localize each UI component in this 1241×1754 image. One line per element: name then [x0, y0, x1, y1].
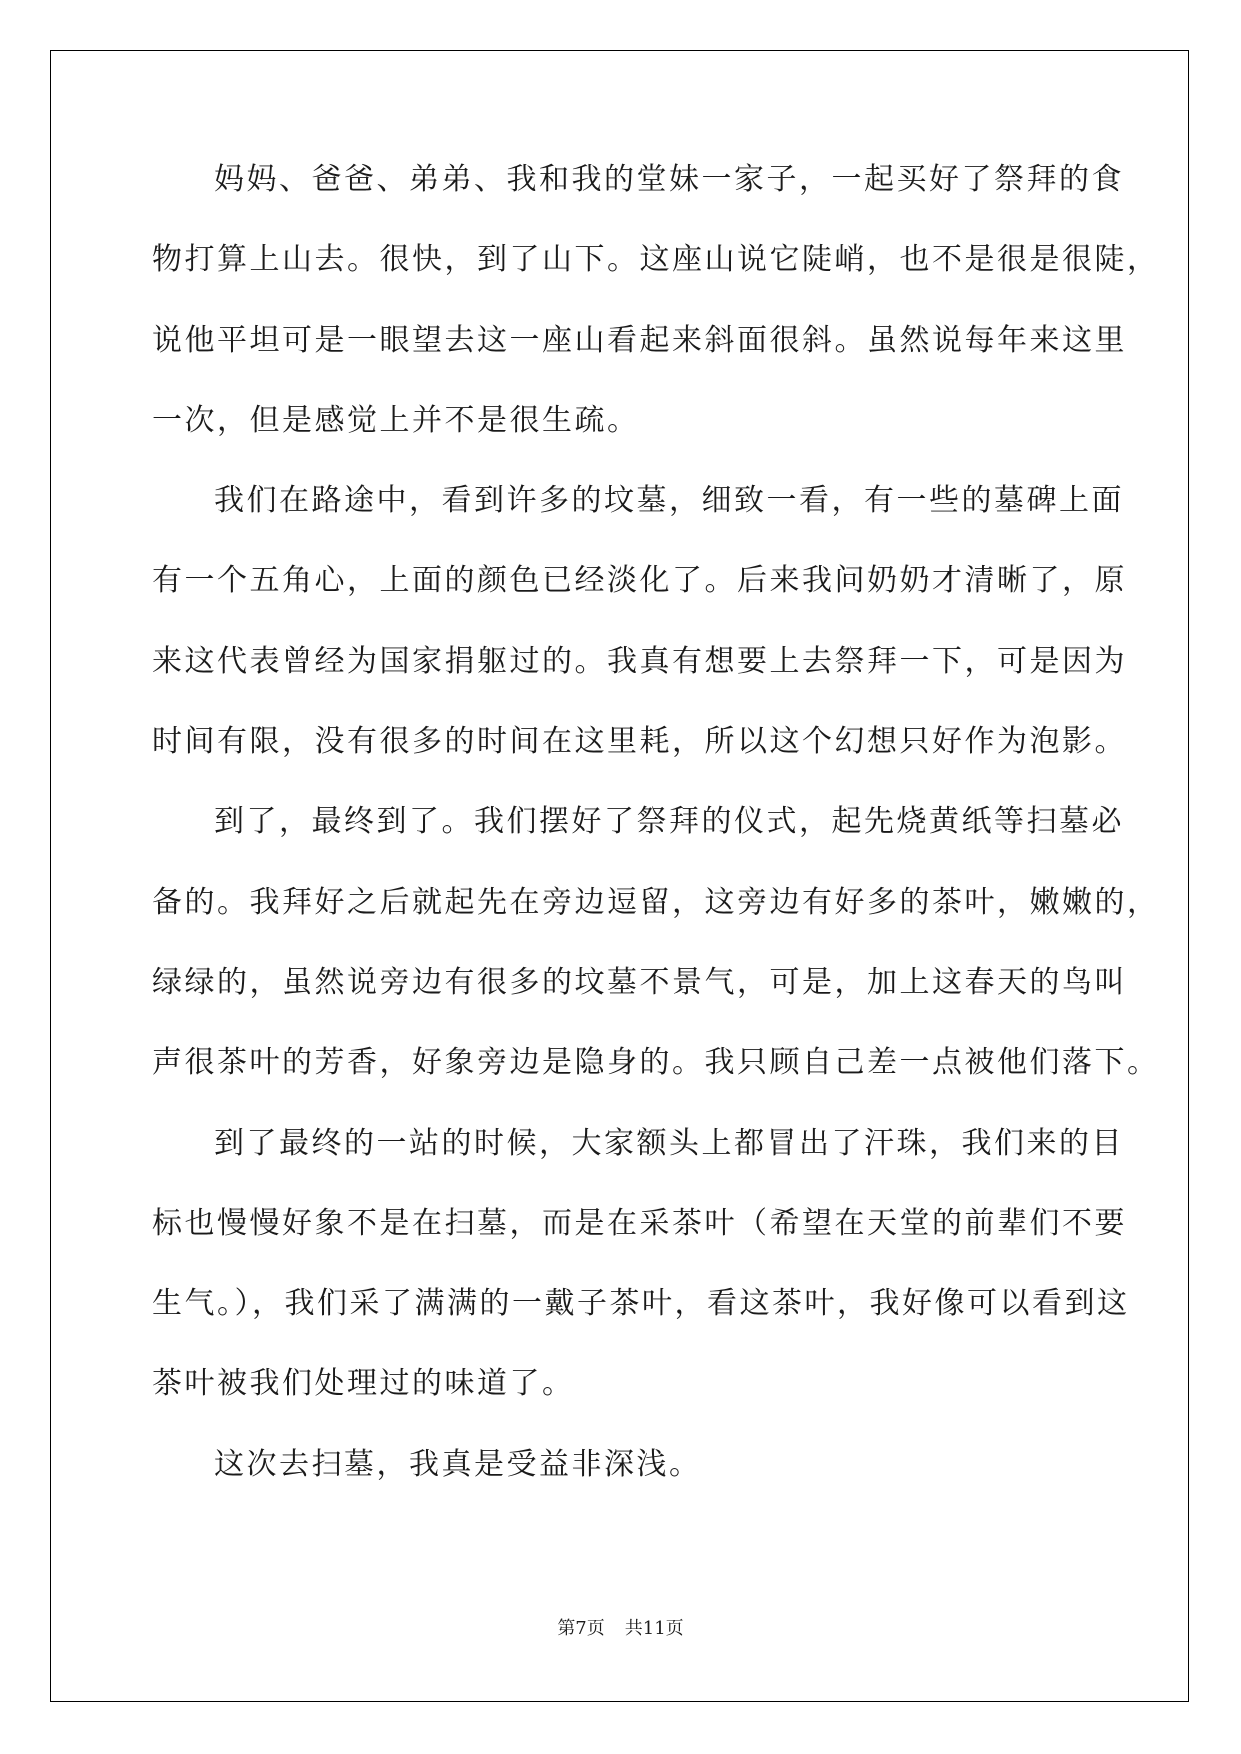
paragraph-2-line-4: 时间有限，没有很多的时间在这里耗，所以这个幻想只好作为泡影。	[152, 724, 1127, 760]
paragraph-3-line-1: 到了，最终到了。我们摆好了祭拜的仪式，起先烧黄纸等扫墓必	[214, 804, 1124, 840]
paragraph-2-line-1: 我们在路途中，看到许多的坟墓，细致一看，有一些的墓碑上面	[214, 483, 1124, 519]
page-footer	[0, 1617, 1241, 1641]
paragraph-2-line-2: 有一个五角心，上面的颜色已经淡化了。后来我问奶奶才清晰了，原	[152, 563, 1127, 599]
paragraph-4-line-1: 到了最终的一站的时候，大家额头上都冒出了汗珠，我们来的目	[214, 1125, 1124, 1161]
paragraph-5-line-1: 这次去扫墓，我真是受益非深浅。	[214, 1446, 702, 1482]
paragraph-4-line-3: 生气。），我们采了满满的一戴子茶叶，看这茶叶，我好像可以看到这	[152, 1286, 1130, 1322]
paragraph-1-line-4: 一次，但是感觉上并不是很生疏。	[152, 402, 640, 438]
paragraph-1-line-3: 说他平坦可是一眼望去这一座山看起来斜面很斜。虽然说每年来这里	[152, 322, 1127, 358]
page-number: 第7页	[557, 1618, 605, 1639]
paragraph-3-line-2: 备的。我拜好之后就起先在旁边逗留，这旁边有好多的茶叶，嫩嫩的，	[152, 884, 1160, 920]
paragraph-3-line-3: 绿绿的，虽然说旁边有很多的坟墓不景气，可是，加上这春天的鸟叫	[152, 964, 1127, 1000]
document-body	[152, 160, 1160, 1525]
paragraph-3-line-4: 声很茶叶的芳香，好象旁边是隐身的。我只顾自己差一点被他们落下。	[152, 1045, 1160, 1081]
paragraph-4-line-2: 标也慢慢好象不是在扫墓，而是在采茶叶（希望在天堂的前辈们不要	[152, 1205, 1127, 1241]
paragraph-1-line-1: 妈妈、爸爸、弟弟、我和我的堂妹一家子，一起买好了祭拜的食	[214, 162, 1124, 197]
paragraph-4-line-4: 茶叶被我们处理过的味道了。	[152, 1366, 575, 1402]
page-total: 共11页	[624, 1618, 684, 1639]
paragraph-1-line-2: 物打算上山去。很快，到了山下。这座山说它陡峭，也不是很是很陡，	[152, 242, 1160, 278]
paragraph-2-line-3: 来这代表曾经为国家捐躯过的。我真有想要上去祭拜一下，可是因为	[152, 643, 1127, 679]
